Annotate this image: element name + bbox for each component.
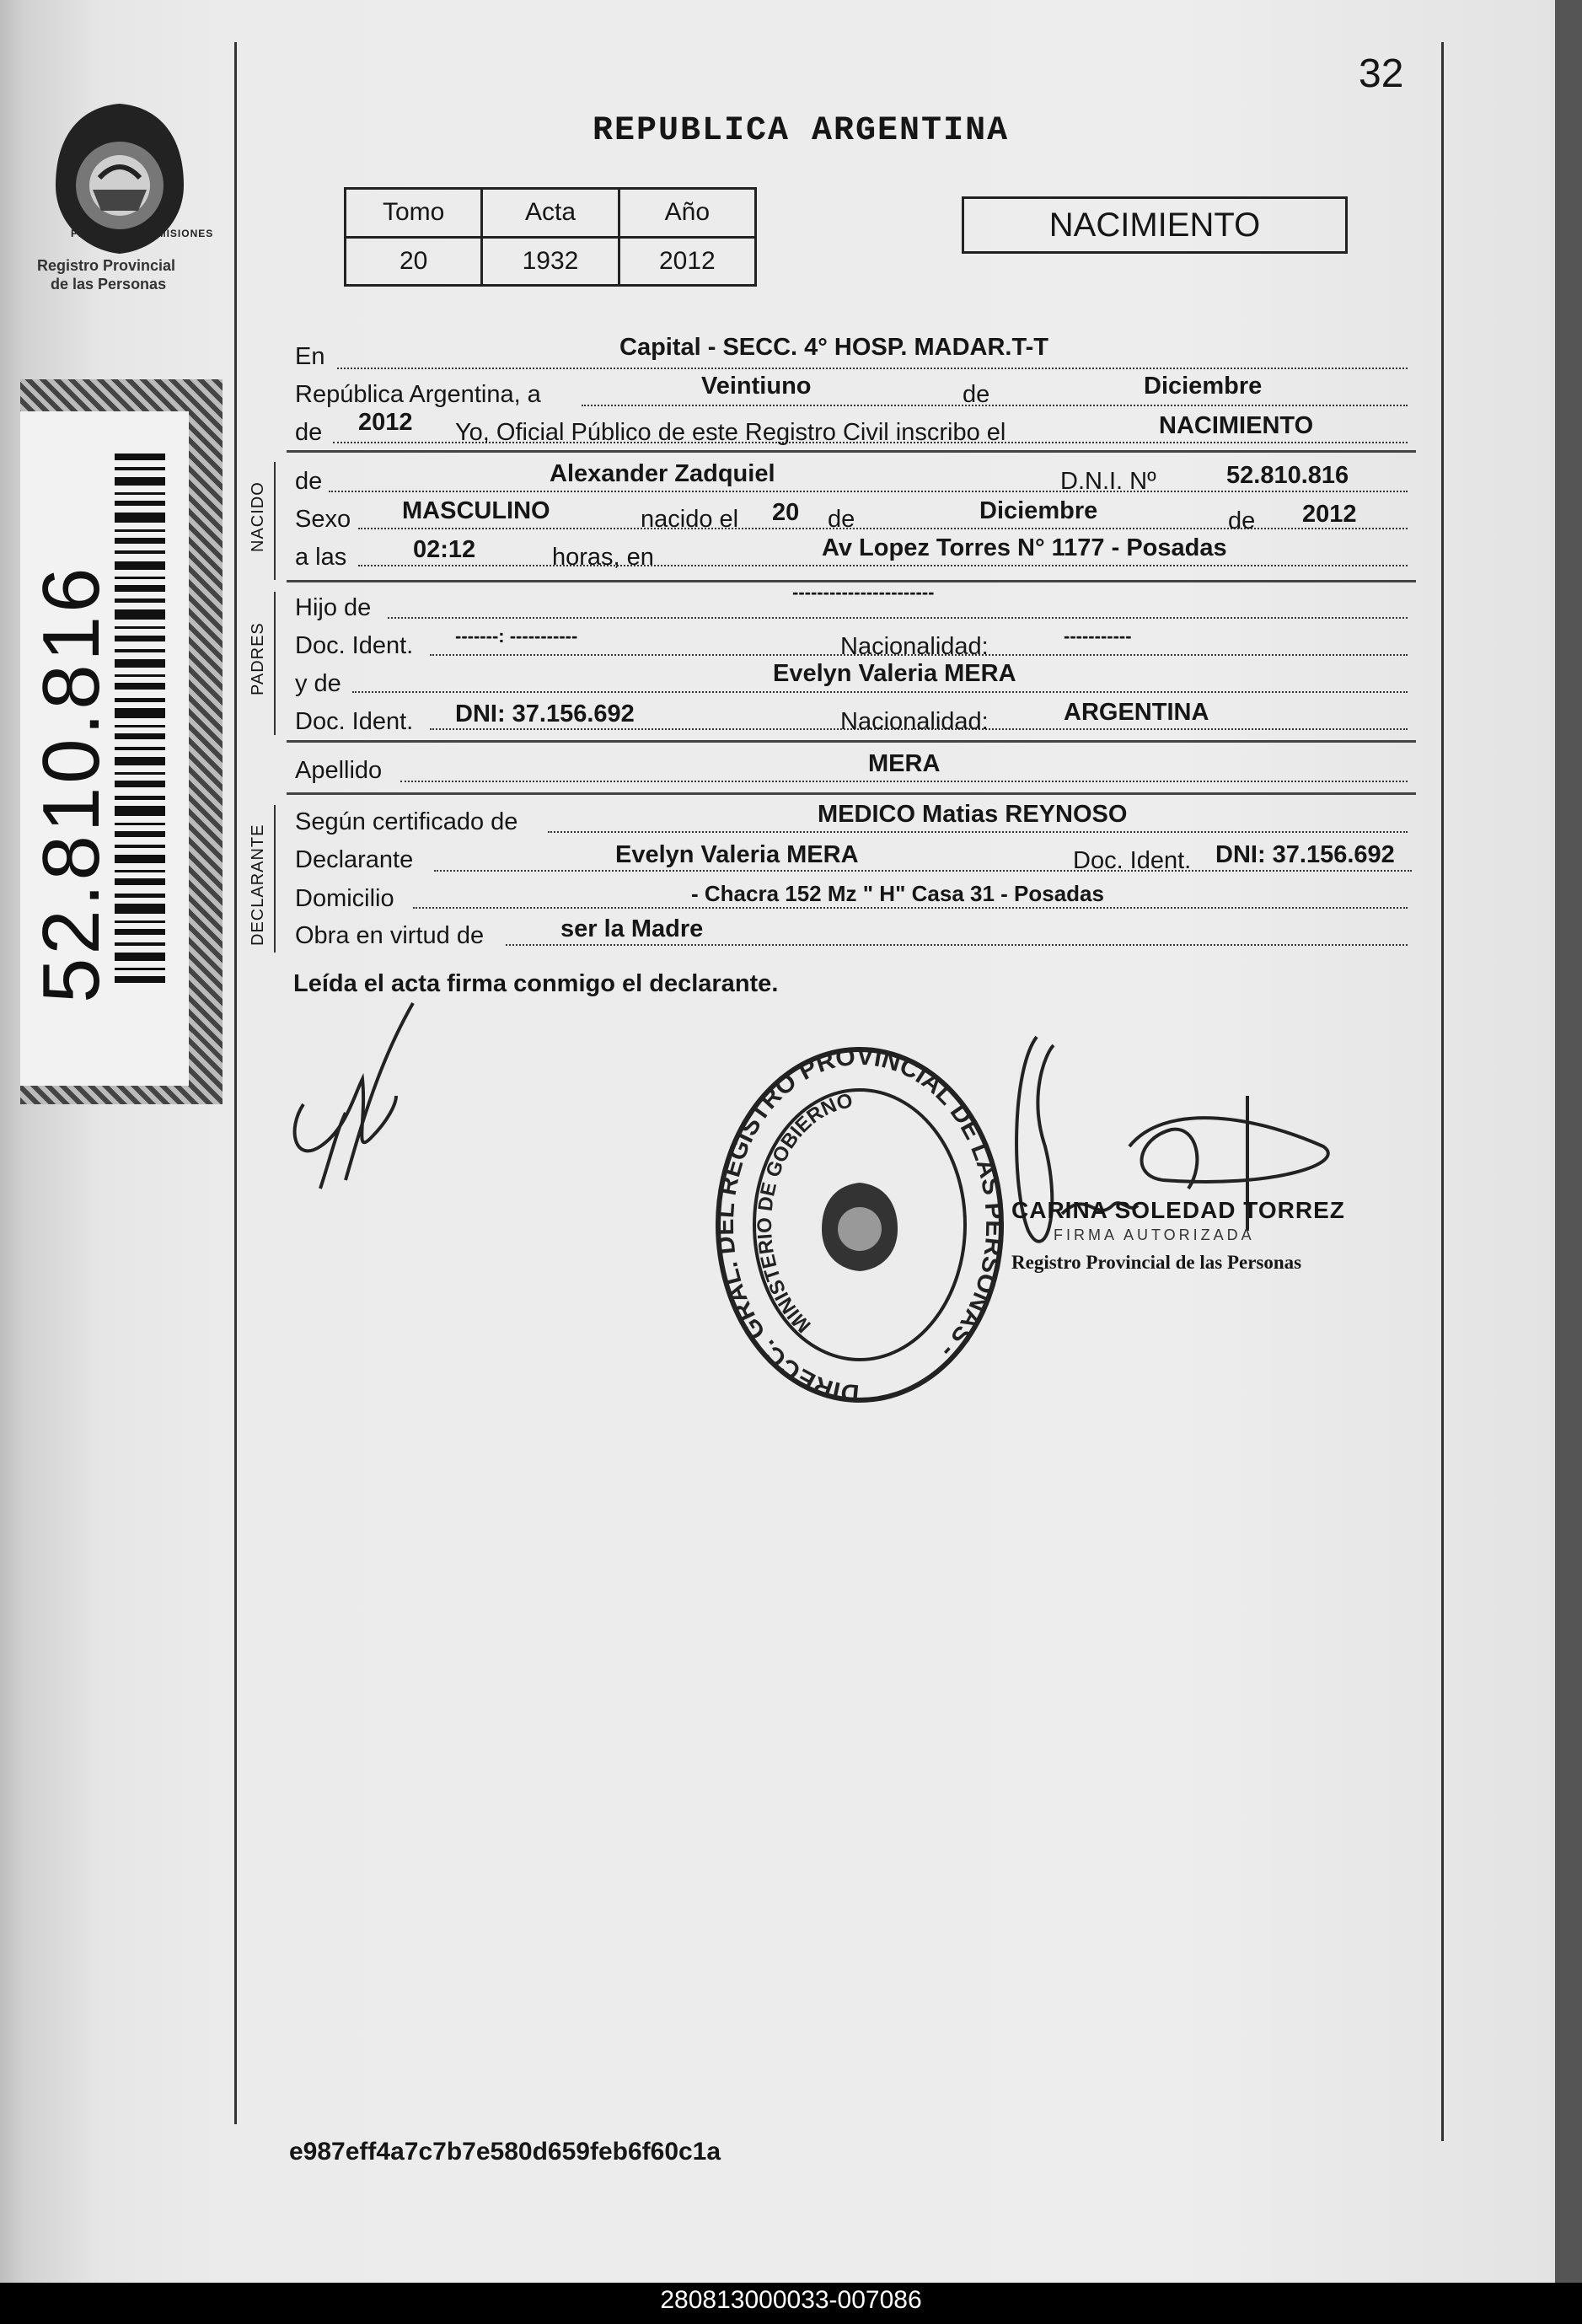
yde-label: y de — [295, 670, 341, 697]
logo-caption-2: de las Personas — [51, 276, 167, 293]
domicilio-label: Domicilio — [295, 885, 394, 912]
doc1-value: -------: ----------- — [455, 625, 578, 647]
year-value: 2012 — [358, 409, 413, 436]
hash-code: e987eff4a7c7b7e580d659feb6f60c1a — [289, 2138, 721, 2166]
logo-caption-1: Registro Provincial — [37, 257, 176, 274]
official-stamp — [712, 1044, 1007, 1410]
nacido-de-label: de — [295, 468, 323, 495]
stamp-seal-icon — [712, 1044, 1007, 1410]
sec-line — [287, 450, 1416, 453]
nac1-label: Nacionalidad: — [840, 633, 989, 660]
nacido-de-label-2: de — [828, 506, 855, 533]
a-las-label: a las — [295, 544, 347, 571]
official-signature — [995, 1020, 1349, 1290]
nacido-de-label-3: de — [1228, 507, 1256, 534]
dots — [352, 691, 1408, 693]
birth-month-value: Diciembre — [979, 497, 1098, 524]
domicilio-value: - Chacra 152 Mz " H" Casa 31 - Posadas — [691, 881, 1104, 906]
registry-table — [344, 187, 757, 287]
declarante-section-label: DECLARANTE — [249, 824, 267, 946]
certificado-label: Según certificado de — [295, 808, 518, 835]
de-label: de — [963, 381, 990, 408]
vline — [274, 462, 276, 580]
official-role: FIRMA AUTORIZADA — [1054, 1226, 1255, 1243]
official-office: Registro Provincial de las Personas — [1011, 1252, 1302, 1273]
sec-line — [287, 792, 1416, 795]
value-anio: 2012 — [619, 237, 755, 286]
header-acta: Acta — [482, 189, 619, 238]
declarant-signature — [270, 995, 438, 1214]
birth-place-value: Av Lopez Torres N° 1177 - Posadas — [822, 534, 1227, 561]
right-margin-line — [1441, 42, 1444, 2141]
document-title: REPUBLICA ARGENTINA — [593, 112, 1010, 150]
nacido-section-label: NACIDO — [249, 481, 267, 552]
act-type-box: NACIMIENTO — [962, 196, 1348, 254]
doc2-value: DNI: 37.156.692 — [455, 700, 635, 727]
dots — [358, 565, 1408, 566]
left-margin-line — [234, 42, 237, 2124]
dots — [329, 491, 1408, 492]
declarante-doc-label: Doc. Ident. — [1073, 847, 1192, 874]
child-name-value: Alexander Zadquiel — [550, 460, 775, 487]
dots — [400, 781, 1408, 782]
dots — [413, 907, 1408, 909]
horas-label: horas, en — [552, 544, 654, 571]
stamp-outer-text: DIRECC. GRAL. DEL REGISTRO PROVINCIAL DE LAS PERSONAS - — [712, 1044, 1007, 1408]
de-label-2: de — [295, 419, 323, 446]
declarante-doc-value: DNI: 37.156.692 — [1215, 841, 1395, 868]
nac2-value: ARGENTINA — [1064, 699, 1209, 726]
vline — [274, 592, 276, 735]
doc2-label: Doc. Ident. — [295, 708, 414, 735]
republica-label: República Argentina, a — [295, 381, 541, 408]
declarante-value: Evelyn Valeria MERA — [615, 841, 859, 868]
value-acta: 1932 — [482, 237, 619, 286]
header-tomo: Tomo — [346, 189, 482, 238]
page-number: 32 — [1359, 51, 1404, 96]
value-tomo: 20 — [346, 237, 482, 286]
dots — [582, 405, 1408, 406]
nac2-label: Nacionalidad: — [840, 708, 989, 735]
birth-year-value: 2012 — [1302, 501, 1357, 528]
official-name: CARINA SOLEDAD TORREZ — [1011, 1197, 1345, 1223]
dots — [337, 368, 1408, 369]
declarante-label: Declarante — [295, 846, 414, 873]
inscribo-text: Yo, Oficial Público de este Registro Civil inscribo el — [455, 419, 1006, 446]
dni-label: D.N.I. Nº — [1060, 468, 1156, 495]
obra-value: ser la Madre — [560, 915, 704, 942]
barcode-number: 52.810.816 — [26, 564, 116, 1003]
certificado-value: MEDICO Matias REYNOSO — [818, 801, 1128, 828]
nacido-el-label: nacido el — [641, 506, 739, 533]
stamp-inner-text: MINISTERIO DE GOBIERNO — [753, 1089, 855, 1338]
header-anio: Año — [619, 189, 755, 238]
hour-value: 02:12 — [413, 536, 476, 563]
footer-code: 280813000033-007086 — [660, 2286, 922, 2314]
dots — [434, 870, 1412, 872]
inscribo-value: NACIMIENTO — [1159, 412, 1314, 439]
month-value: Diciembre — [1144, 373, 1263, 400]
closing-text: Leída el acta firma conmigo el declarante. — [293, 970, 779, 997]
scan-edge — [1555, 0, 1582, 2283]
dots — [506, 944, 1408, 946]
obra-label: Obra en virtud de — [295, 922, 485, 949]
dots — [548, 831, 1408, 833]
birth-day-value: 20 — [772, 499, 800, 526]
dni-value: 52.810.816 — [1226, 462, 1349, 489]
nac1-value: ----------- — [1064, 625, 1132, 647]
padres-section-label: PADRES — [249, 622, 267, 695]
logo-seal-text: PROVINCIA DE MISIONES — [71, 228, 214, 239]
hijo-label: Hijo de — [295, 594, 372, 621]
hijo-value: ----------------------- — [792, 582, 935, 603]
vline — [274, 805, 276, 953]
day-value: Veintiuno — [701, 373, 812, 400]
sexo-label: Sexo — [295, 506, 351, 533]
dots — [388, 617, 1408, 619]
apellido-value: MERA — [868, 750, 941, 777]
sec-line — [287, 740, 1416, 743]
en-value: Capital - SECC. 4° HOSP. MADAR.T-T — [619, 334, 1048, 361]
sexo-value: MASCULINO — [402, 497, 550, 524]
en-label: En — [295, 343, 325, 370]
mother-name-value: Evelyn Valeria MERA — [773, 660, 1016, 687]
apellido-label: Apellido — [295, 757, 383, 784]
doc1-label: Doc. Ident. — [295, 632, 414, 659]
